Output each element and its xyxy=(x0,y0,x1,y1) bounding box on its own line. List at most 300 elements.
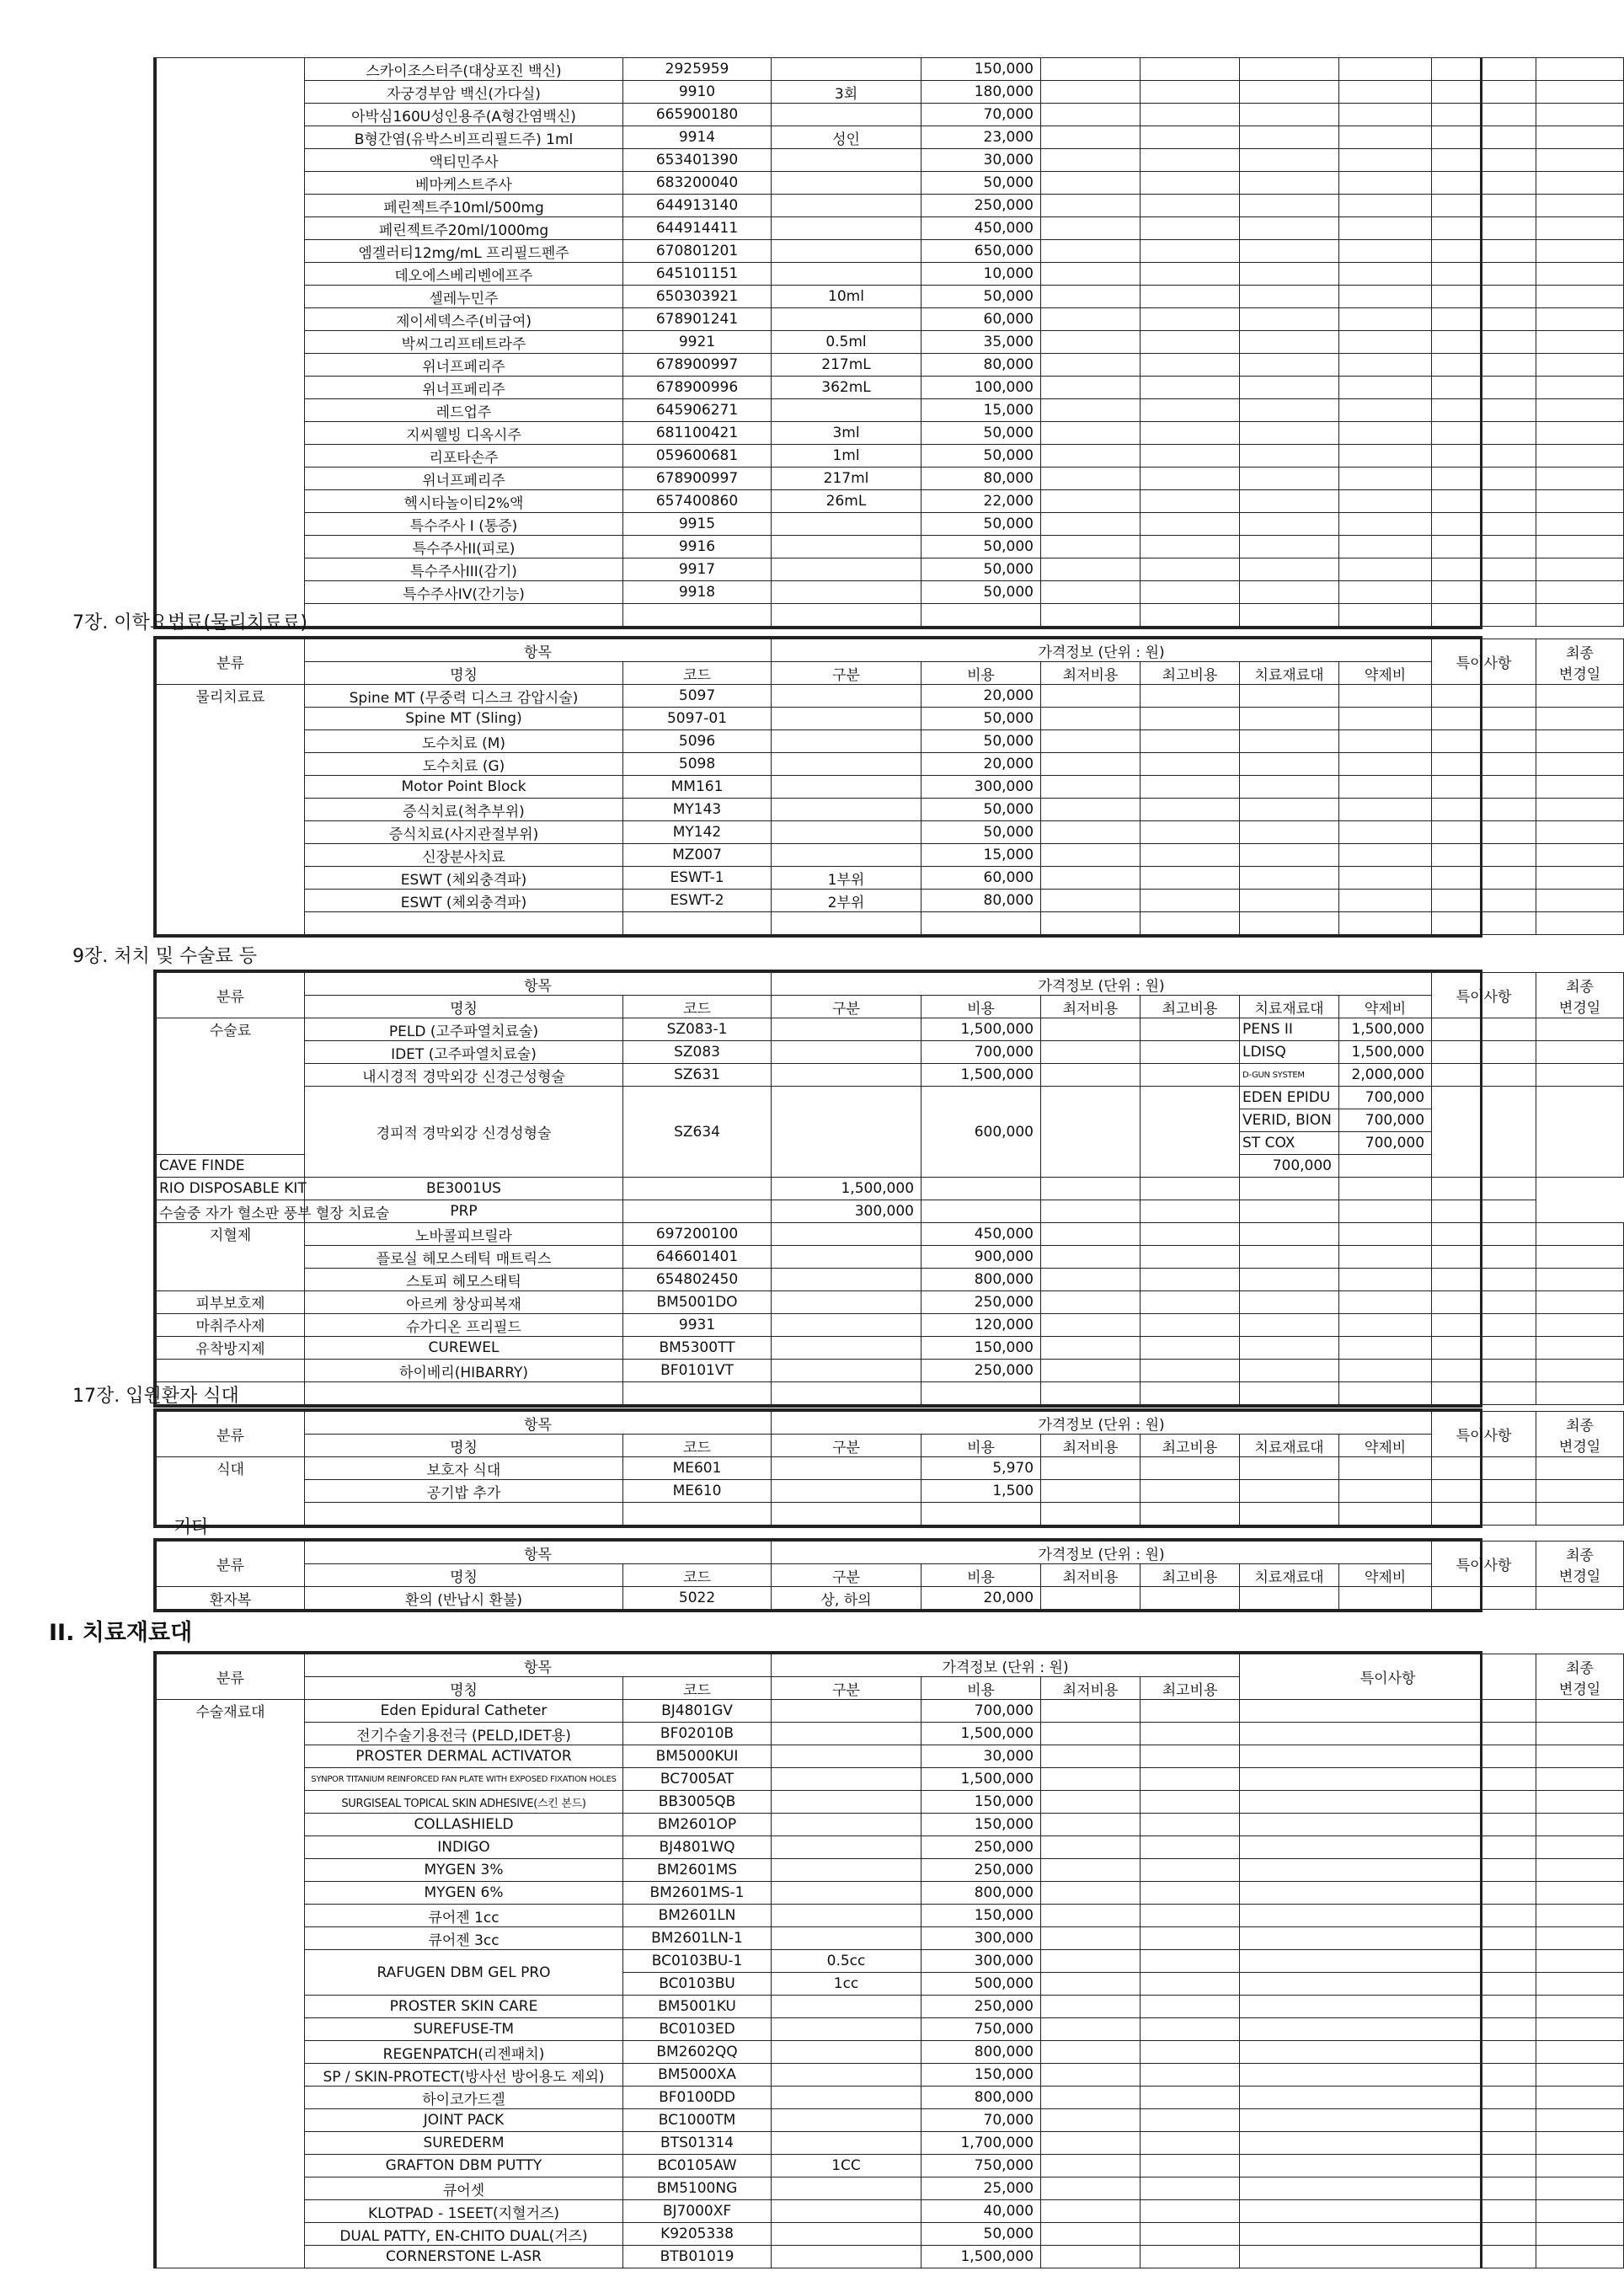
empty-cell xyxy=(623,1503,772,1526)
item-code: 678900997 xyxy=(623,468,772,490)
empty-cell xyxy=(1536,286,1624,308)
table-row xyxy=(157,1480,1624,1503)
empty-cell xyxy=(1536,753,1624,776)
empty-cell xyxy=(1432,377,1536,399)
empty-cell xyxy=(1339,126,1432,149)
empty-cell xyxy=(772,604,922,627)
table-row xyxy=(157,1064,1624,1087)
empty-cell xyxy=(1339,513,1432,536)
table-row xyxy=(157,1503,1624,1526)
empty-cell xyxy=(1041,2246,1141,2268)
header-drug: 약제비 xyxy=(1339,1435,1432,1457)
table-row xyxy=(157,1654,1624,1677)
item-code: MM161 xyxy=(623,776,772,799)
empty-cell xyxy=(1041,1041,1141,1064)
empty-cell xyxy=(1536,1996,1624,2018)
item-cost: 50,000 xyxy=(922,422,1041,445)
item-name: 증식치료(척추부위) xyxy=(305,799,623,821)
item-name: JOINT PACK xyxy=(305,2109,623,2132)
empty-cell xyxy=(1141,753,1240,776)
empty-cell xyxy=(1432,331,1536,354)
empty-cell xyxy=(1432,217,1536,240)
item-name: 특수주사 I (통증) xyxy=(305,513,623,536)
empty-cell xyxy=(1240,2018,1536,2041)
item-cost: 250,000 xyxy=(922,1836,1041,1859)
header-item: 항목 xyxy=(305,639,772,662)
item-div xyxy=(772,2087,922,2109)
header-changed-line2: 변경일 xyxy=(1558,1681,1601,1698)
empty-cell xyxy=(1141,1700,1240,1723)
empty-cell xyxy=(1041,1836,1141,1859)
empty-cell xyxy=(1432,1360,1536,1382)
empty-cell xyxy=(1240,2087,1536,2109)
table-row xyxy=(157,1836,1624,1859)
header-changed xyxy=(1536,1654,1624,1700)
empty-cell xyxy=(1041,1503,1141,1526)
item-name: 지씨웰빙 디옥시주 xyxy=(305,422,623,445)
empty-cell xyxy=(1240,2041,1536,2064)
empty-cell xyxy=(1141,708,1240,730)
table-row xyxy=(157,2109,1624,2132)
empty-cell xyxy=(1240,240,1339,263)
header-min: 최저비용 xyxy=(1041,1564,1141,1587)
empty-cell xyxy=(1432,844,1536,867)
empty-cell xyxy=(1041,513,1141,536)
empty-cell xyxy=(1432,1064,1536,1087)
empty-cell xyxy=(1536,867,1624,890)
item-code: 697200100 xyxy=(623,1223,772,1246)
item-material xyxy=(1141,1200,1240,1223)
empty-cell xyxy=(1041,377,1141,399)
empty-cell xyxy=(1041,2018,1141,2041)
empty-cell xyxy=(1041,2109,1141,2132)
item-div xyxy=(772,1041,922,1064)
empty-cell xyxy=(1240,1836,1536,1859)
item-name: Spine MT (무중력 디스크 감압시술) xyxy=(305,685,623,708)
empty-cell xyxy=(1432,1337,1536,1360)
item-cost: 150,000 xyxy=(922,1337,1041,1360)
empty-cell xyxy=(1240,1587,1339,1610)
item-div xyxy=(772,1768,922,1791)
item-div: 10ml xyxy=(772,286,922,308)
item-drug xyxy=(1339,844,1432,867)
table-row xyxy=(157,1412,1624,1435)
item-material: ST COX xyxy=(1240,1132,1339,1155)
empty-cell xyxy=(1141,217,1240,240)
item-code: 654802450 xyxy=(623,1269,772,1291)
empty-cell xyxy=(1536,354,1624,377)
empty-cell xyxy=(1240,149,1339,172)
item-cost: 50,000 xyxy=(922,286,1041,308)
item-name: 보호자 식대 xyxy=(305,1457,623,1480)
empty-cell xyxy=(1432,58,1536,81)
item-div xyxy=(772,1360,922,1382)
empty-cell xyxy=(772,1382,922,1405)
meal-table xyxy=(156,1411,1624,1526)
empty-cell xyxy=(1041,1246,1141,1269)
header-note: 특이사항 xyxy=(1432,639,1536,685)
empty-cell xyxy=(1240,1859,1536,1882)
item-code: 9921 xyxy=(623,331,772,354)
empty-cell xyxy=(1041,468,1141,490)
item-name: 전기수술기용전극 (PELD,IDET용) xyxy=(305,1723,623,1745)
empty-cell xyxy=(1141,2177,1240,2200)
empty-cell xyxy=(922,1200,1041,1223)
item-cost: 750,000 xyxy=(922,2018,1041,2041)
table-row xyxy=(157,821,1624,844)
table-row xyxy=(157,708,1624,730)
empty-cell xyxy=(1536,2018,1624,2041)
procedure-table xyxy=(156,972,1624,1405)
item-code: BM2601LN-1 xyxy=(623,1927,772,1950)
empty-cell xyxy=(1536,58,1624,81)
header-category: 분류 xyxy=(157,639,305,685)
item-material xyxy=(1240,799,1339,821)
empty-cell xyxy=(1339,149,1432,172)
empty-cell xyxy=(1432,1246,1536,1269)
empty-cell xyxy=(1141,2064,1240,2087)
empty-cell xyxy=(1141,2155,1240,2177)
empty-cell xyxy=(1141,2087,1240,2109)
table-row xyxy=(157,513,1624,536)
empty-cell xyxy=(1041,799,1141,821)
empty-cell xyxy=(1240,445,1339,468)
empty-cell xyxy=(1141,1223,1240,1246)
item-name: 엠겔러티12mg/mL 프리필드펜주 xyxy=(305,240,623,263)
header-changed-line1: 최종 xyxy=(1566,1417,1594,1435)
table-row xyxy=(157,445,1624,468)
item-code: 5098 xyxy=(623,753,772,776)
item-name: 신장분사치료 xyxy=(305,844,623,867)
item-cost: 50,000 xyxy=(922,799,1041,821)
item-name: 환의 (반납시 환불) xyxy=(305,1587,623,1610)
item-name: MYGEN 6% xyxy=(305,1882,623,1905)
table-row xyxy=(157,1791,1624,1814)
empty-cell xyxy=(1536,104,1624,126)
table-row xyxy=(157,1457,1624,1480)
table-row xyxy=(157,1178,1624,1200)
empty-cell xyxy=(1432,354,1536,377)
empty-cell xyxy=(1240,1503,1339,1526)
empty-cell xyxy=(1432,1503,1536,1526)
item-name: 큐어젠 1cc xyxy=(305,1905,623,1927)
empty-cell xyxy=(1536,1700,1624,1723)
item-cost: 800,000 xyxy=(922,1882,1041,1905)
empty-cell xyxy=(1041,1723,1141,1745)
empty-cell xyxy=(1432,263,1536,286)
item-cost: 1,500,000 xyxy=(922,2246,1041,2268)
empty-cell xyxy=(922,1382,1041,1405)
item-name: 제이세덱스주(비급여) xyxy=(305,308,623,331)
item-div xyxy=(772,2246,922,2268)
empty-cell xyxy=(1041,776,1141,799)
empty-cell xyxy=(1041,81,1141,104)
table-row xyxy=(157,685,1624,708)
item-div: 0.5ml xyxy=(772,331,922,354)
empty-cell xyxy=(1041,1791,1141,1814)
item-cost: 60,000 xyxy=(922,867,1041,890)
empty-cell xyxy=(1339,263,1432,286)
item-div xyxy=(772,2132,922,2155)
empty-cell xyxy=(1041,844,1141,867)
empty-cell xyxy=(1339,468,1432,490)
material-table xyxy=(153,1651,1601,2268)
empty-cell xyxy=(1240,58,1339,81)
item-cost: 1,500,000 xyxy=(922,1723,1041,1745)
item-code: BJ4801GV xyxy=(623,1700,772,1723)
section-7-title: 7장. 이학요법료(물리치료료) xyxy=(72,612,307,633)
item-cost: 20,000 xyxy=(922,685,1041,708)
item-code: 9915 xyxy=(623,513,772,536)
table-row xyxy=(157,1768,1624,1791)
item-name: KLOTPAD - 1SEET(지혈거즈) xyxy=(305,2200,623,2223)
item-code: BE3001US xyxy=(305,1178,623,1200)
empty-cell xyxy=(1141,581,1240,604)
item-code: BF0101VT xyxy=(623,1360,772,1382)
item-drug xyxy=(1339,867,1432,890)
table-row xyxy=(157,422,1624,445)
header-name: 명칭 xyxy=(305,1677,623,1700)
item-div xyxy=(772,1836,922,1859)
empty-cell xyxy=(1536,399,1624,422)
item-div xyxy=(772,2109,922,2132)
item-name: 셀레누민주 xyxy=(305,286,623,308)
empty-cell xyxy=(1240,263,1339,286)
item-div xyxy=(772,1314,922,1337)
empty-cell xyxy=(1536,2200,1624,2223)
item-div xyxy=(772,2018,922,2041)
empty-cell xyxy=(1041,1768,1141,1791)
table-row xyxy=(157,662,1624,685)
empty-cell xyxy=(1432,1457,1536,1480)
item-div xyxy=(772,149,922,172)
empty-cell xyxy=(1536,377,1624,399)
item-cost: 5,970 xyxy=(922,1457,1041,1480)
empty-cell xyxy=(1432,821,1536,844)
item-material xyxy=(1240,890,1339,912)
empty-cell xyxy=(1339,581,1432,604)
empty-cell xyxy=(1041,1587,1141,1610)
empty-cell xyxy=(1240,1700,1536,1723)
empty-cell xyxy=(1536,195,1624,217)
item-div xyxy=(772,821,922,844)
empty-cell xyxy=(1041,2223,1141,2246)
empty-cell xyxy=(1432,240,1536,263)
empty-cell xyxy=(1536,1836,1624,1859)
item-div: 성인 xyxy=(772,126,922,149)
table-row xyxy=(157,1314,1624,1337)
item-drug: 1,500,000 xyxy=(1339,1018,1432,1041)
empty-cell xyxy=(1339,81,1432,104)
empty-cell xyxy=(1536,1745,1624,1768)
header-changed xyxy=(1536,1412,1624,1457)
item-name: 특수주사III(감기) xyxy=(305,558,623,581)
item-name: B형간염(유박스비프리필드주) 1ml xyxy=(305,126,623,149)
item-material: CAVE FINDE xyxy=(157,1155,305,1178)
item-div xyxy=(772,1814,922,1836)
empty-cell xyxy=(1141,240,1240,263)
item-code: SZ631 xyxy=(623,1064,772,1087)
item-name: SURGISEAL TOPICAL SKIN ADHESIVE(스킨 본드) xyxy=(305,1791,623,1814)
empty-cell xyxy=(1041,2200,1141,2223)
table-row xyxy=(157,1859,1624,1882)
empty-cell xyxy=(1432,1269,1536,1291)
item-code: PRP xyxy=(305,1200,623,1223)
category-cell: 환자복 xyxy=(157,1587,305,1610)
empty-cell xyxy=(1339,377,1432,399)
header-price-info: 가격정보 (단위 : 원) xyxy=(772,1542,1432,1564)
item-drug xyxy=(1339,1246,1432,1269)
item-drug: 700,000 xyxy=(1339,1109,1432,1132)
empty-cell xyxy=(1041,1200,1141,1223)
empty-cell xyxy=(1141,890,1240,912)
empty-cell xyxy=(1041,490,1141,513)
section-9-title: 9장. 처치 및 수술료 등 xyxy=(72,946,257,967)
item-cost: 250,000 xyxy=(922,1859,1041,1882)
empty-cell xyxy=(1536,1269,1624,1291)
empty-cell xyxy=(1536,1973,1624,1996)
empty-cell xyxy=(1240,536,1339,558)
item-div: 26mL xyxy=(772,490,922,513)
item-name: 도수치료 (G) xyxy=(305,753,623,776)
item-div xyxy=(772,2200,922,2223)
item-code: BC0103ED xyxy=(623,2018,772,2041)
item-cost: 50,000 xyxy=(922,558,1041,581)
item-code: 9918 xyxy=(623,581,772,604)
item-cost: 10,000 xyxy=(922,263,1041,286)
empty-cell xyxy=(1536,799,1624,821)
item-cost: 800,000 xyxy=(922,2087,1041,2109)
item-name: 증식치료(사지관절부위) xyxy=(305,821,623,844)
empty-cell xyxy=(1240,2200,1536,2223)
table-row xyxy=(157,2041,1624,2064)
empty-cell xyxy=(305,1382,623,1405)
item-code: 646601401 xyxy=(623,1246,772,1269)
header-min: 최저비용 xyxy=(1041,996,1141,1018)
table-row xyxy=(157,2200,1624,2223)
header-item: 항목 xyxy=(305,973,772,996)
empty-cell xyxy=(1432,604,1536,627)
table-row xyxy=(157,1360,1624,1382)
table-row xyxy=(157,2018,1624,2041)
item-drug xyxy=(1339,1314,1432,1337)
item-div: 1cc xyxy=(772,1973,922,1996)
empty-cell xyxy=(1339,354,1432,377)
item-name: Eden Epidural Catheter xyxy=(305,1700,623,1723)
item-code: BM2602QQ xyxy=(623,2041,772,2064)
empty-cell xyxy=(1432,195,1536,217)
item-cost: 20,000 xyxy=(922,1587,1041,1610)
item-code: 9914 xyxy=(623,126,772,149)
category-cell: 마취주사제 xyxy=(157,1314,305,1337)
empty-cell xyxy=(1536,81,1624,104)
item-cost: 30,000 xyxy=(922,1745,1041,1768)
empty-cell xyxy=(1041,1291,1141,1314)
empty-cell xyxy=(1432,536,1536,558)
empty-cell xyxy=(1041,2155,1141,2177)
empty-cell xyxy=(1041,172,1141,195)
table-row xyxy=(157,973,1624,996)
item-material xyxy=(1240,1360,1339,1382)
table-row xyxy=(157,399,1624,422)
header-price-info: 가격정보 (단위 : 원) xyxy=(772,639,1432,662)
table-row xyxy=(157,240,1624,263)
empty-cell xyxy=(1041,1087,1141,1178)
header-div: 구분 xyxy=(772,1435,922,1457)
empty-cell xyxy=(1339,286,1432,308)
table-row xyxy=(157,1246,1624,1269)
item-material: PENS II xyxy=(1240,1018,1339,1041)
item-material xyxy=(1240,844,1339,867)
item-name: INDIGO xyxy=(305,1836,623,1859)
item-code: 657400860 xyxy=(623,490,772,513)
empty-cell xyxy=(1536,708,1624,730)
table-row xyxy=(157,331,1624,354)
empty-cell xyxy=(1141,2223,1240,2246)
empty-cell xyxy=(1536,2087,1624,2109)
empty-cell xyxy=(1041,1905,1141,1927)
empty-cell xyxy=(1240,331,1339,354)
header-changed xyxy=(1536,973,1624,1018)
item-name: PELD (고주파열치료술) xyxy=(305,1018,623,1041)
table-row xyxy=(157,1223,1624,1246)
empty-cell xyxy=(1041,104,1141,126)
empty-cell xyxy=(1240,81,1339,104)
empty-cell xyxy=(1536,1064,1624,1087)
item-code: BJ7000XF xyxy=(623,2200,772,2223)
empty-cell xyxy=(1041,286,1141,308)
header-item: 항목 xyxy=(305,1542,772,1564)
table-row xyxy=(157,844,1624,867)
header-note: 특이사항 xyxy=(1432,1412,1536,1457)
empty-cell xyxy=(1432,558,1536,581)
table-row xyxy=(157,890,1624,912)
empty-cell xyxy=(1240,1457,1339,1480)
item-code: 650303921 xyxy=(623,286,772,308)
empty-cell xyxy=(1536,1360,1624,1382)
empty-cell xyxy=(305,912,623,935)
empty-cell xyxy=(1536,490,1624,513)
item-div xyxy=(772,1064,922,1087)
empty-cell xyxy=(1141,1996,1240,2018)
empty-cell xyxy=(1339,1587,1432,1610)
item-div xyxy=(772,558,922,581)
header-max: 최고비용 xyxy=(1141,1677,1240,1700)
empty-cell xyxy=(1536,217,1624,240)
item-div xyxy=(772,1223,922,1246)
empty-cell xyxy=(1432,730,1536,753)
item-code: BM5100NG xyxy=(623,2177,772,2200)
item-name: 스토피 헤모스태틱 xyxy=(305,1269,623,1291)
item-code: BM5000KUI xyxy=(623,1745,772,1768)
empty-cell xyxy=(1041,331,1141,354)
table-row xyxy=(157,1291,1624,1314)
item-div xyxy=(772,1700,922,1723)
empty-cell xyxy=(1536,558,1624,581)
empty-cell xyxy=(1536,240,1624,263)
item-name: SUREDERM xyxy=(305,2132,623,2155)
empty-cell xyxy=(1432,126,1536,149)
empty-cell xyxy=(1536,126,1624,149)
item-cost: 1,500,000 xyxy=(922,1064,1041,1087)
header-name: 명칭 xyxy=(305,1564,623,1587)
header-changed-line1: 최종 xyxy=(1566,1547,1594,1564)
item-name: SYNPOR TITANIUM REINFORCED FAN PLATE WITH EXPOSED FIXATION HOLES xyxy=(305,1768,623,1791)
item-name: CORNERSTONE L-ASR xyxy=(305,2246,623,2268)
item-name: 슈가디온 프리필드 xyxy=(305,1314,623,1337)
empty-cell xyxy=(1141,468,1240,490)
item-cost: 15,000 xyxy=(922,399,1041,422)
